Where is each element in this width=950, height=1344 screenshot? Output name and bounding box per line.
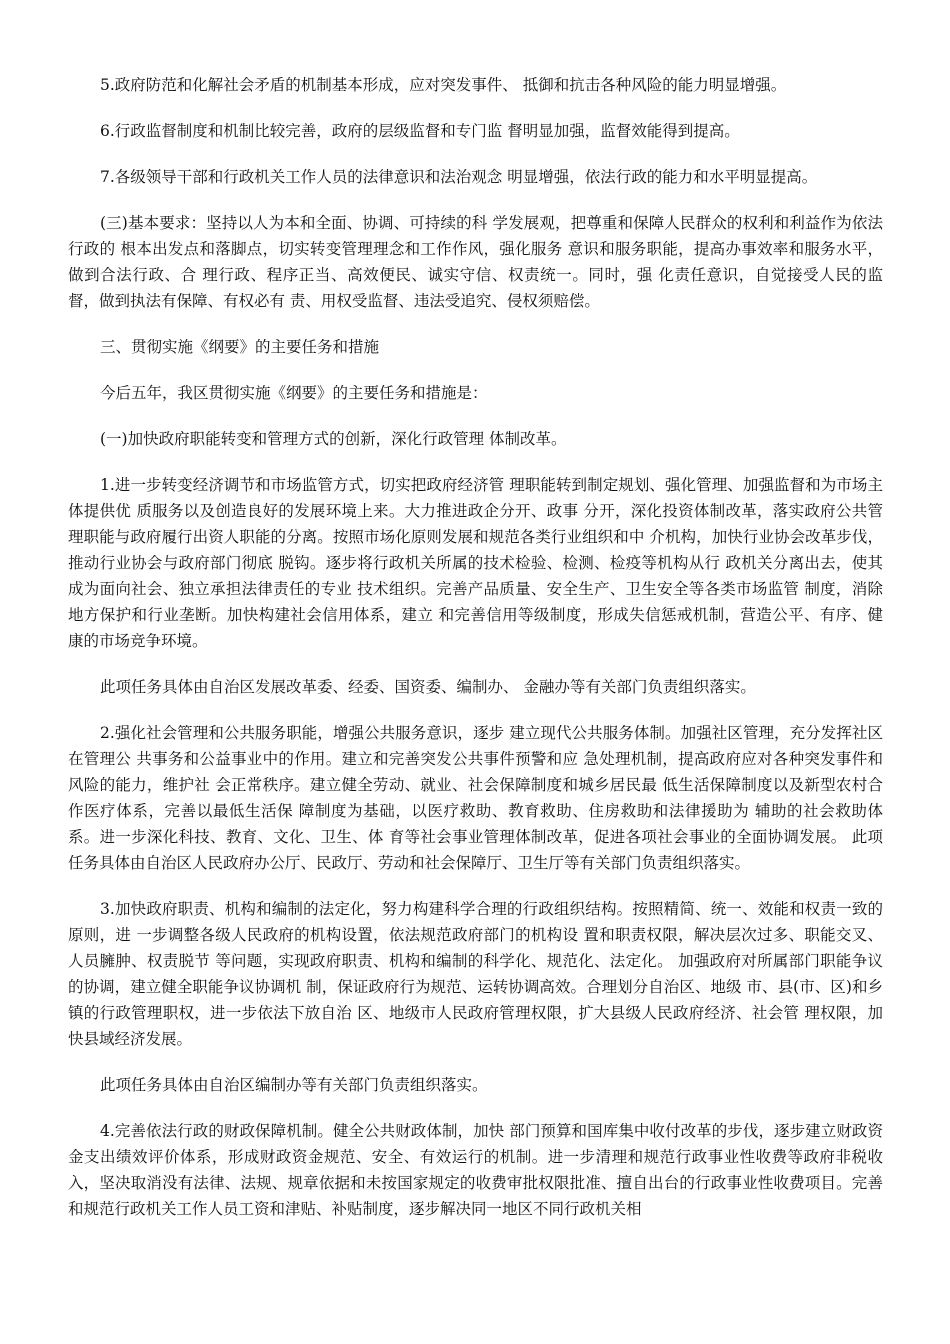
paragraph-task-2: 2.强化社会管理和公共服务职能，增强公共服务意识，逐步 建立现代公共服务体制。加强社区管理，充分发挥社区在管理公 共事务和公益事业中的作用。建立和完善突发公共事件预警和应 急处理机制，提高政府应对各种突发事件和风险的能力，维护社 会正常秩序。建立健全劳动、就业、社会保障制度和城乡居民最 低生活保障制度以及新型农村合作医疗体系，完善以最低生活保 障制度为基础，以医疗救助、教育救助、住房救助和法律援助为 辅助的社会救助体系。进一步深化科技、教育、文化、卫生、体 育等社会事业管理体制改革，促进各项社会事业的全面协调发展。 此项任务具体由自治区人民政府办公厅、民政厅、劳动和社会保障厅、卫生厅等有关部门负责组织落实。 [68, 724, 883, 872]
paragraph-task-4: 4.完善依法行政的财政保障机制。健全公共财政体制，加快 部门预算和国库集中收付改革的步伐，逐步建立财政资金支出绩效评价体系，形成财政资金规范、安全、有效运行的机制。进一步清理和规范行政事业性收费等政府非税收入，坚决取消没有法律、法规、规章依据和未按国家规定的收费审批权限批准、擅自出台的行政事业性收费项目。完善和规范行政机关工作人员工资和津贴、补贴制度，逐步解决同一地区不同行政机关相 [68, 1122, 883, 1218]
paragraph-goal-5: 5.政府防范和化解社会矛盾的机制基本形成，应对突发事件、 抵御和抗击各种风险的能力明显增强。 [100, 76, 787, 94]
paragraph-task-3: 3.加快政府职责、机构和编制的法定化，努力构建科学合理的行政组织结构。按照精简、统一、效能和权责一致的原则，进 一步调整各级人民政府的机构设置，依法规范政府部门的机构设 置和职责权限，解决层次过多、职能交叉、人员臃肿、权责脱节 等问题，实现政府职责、机构和编制的科学化、规范化、法定化。 加强政府对所属部门职能争议的协调，建立健全职能争议协调机 制，保证政府行为规范、运转协调高效。合理划分自治区、地级 市、县(市、区)和乡镇的行政管理职权，进一步依法下放自治 区、地级市人民政府管理权限，扩大县级人民政府经济、社会管 理权限，加快县域经济发展。 [68, 900, 883, 1048]
paragraph-task-1-responsibility: 此项任务具体由自治区发展改革委、经委、国资委、编制办、 金融办等有关部门负责组织落实。 [100, 678, 756, 696]
paragraph-goal-6: 6.行政监督制度和机制比较完善，政府的层级监督和专门监 督明显加强，监督效能得到提高。 [100, 122, 740, 140]
paragraph-basic-requirements: (三)基本要求：坚持以人为本和全面、协调、可持续的科 学发展观，把尊重和保障人民群众的权利和利益作为依法行政的 根本出发点和落脚点，切实转变管理理念和工作作风，强化服务 意识和服务职能，提高办事效率和服务水平，做到合法行政、合 理行政、程序正当、高效便民、诚实守信、权责统一。同时，强 化责任意识，自觉接受人民的监督，做到执法有保障、有权必有 责、用权受监督、违法受追究、侵权须赔偿。 [68, 214, 883, 310]
subsection-heading-1: (一)加快政府职能转变和管理方式的创新，深化行政管理 体制改革。 [100, 430, 567, 448]
section-heading-main-tasks: 三、贯彻实施《纲要》的主要任务和措施 [100, 338, 380, 356]
document-page [68, 72, 883, 1242]
paragraph-goal-7: 7.各级领导干部和行政机关工作人员的法律意识和法治观念 明显增强，依法行政的能力和水平明显提高。 [100, 168, 818, 186]
paragraph-task-3-responsibility: 此项任务具体由自治区编制办等有关部门负责组织落实。 [100, 1076, 488, 1094]
paragraph-intro: 今后五年，我区贯彻实施《纲要》的主要任务和措施是： [100, 384, 488, 402]
paragraph-task-1: 1.进一步转变经济调节和市场监管方式，切实把政府经济管 理职能转到制定规划、强化管理、加强监督和为市场主体提供优 质服务以及创造良好的发展环境上来。大力推进政企分开、政事 分开，深化投资体制改革，落实政府公共管理职能与政府履行出资人职能的分离。按照市场化原则发展和规范各类行业组织和中 介机构，加快行业协会改革步伐，推动行业协会与政府部门彻底 脱钩。逐步将行政机关所属的技术检验、检测、检疫等机构从行 政机关分离出去，使其成为面向社会、独立承担法律责任的专业 技术组织。完善产品质量、安全生产、卫生安全等各类市场监管 制度，消除地方保护和行业垄断。加快构建社会信用体系，建立 和完善信用等级制度，形成失信惩戒机制，营造公平、有序、健 康的市场竞争环境。 [68, 476, 883, 650]
